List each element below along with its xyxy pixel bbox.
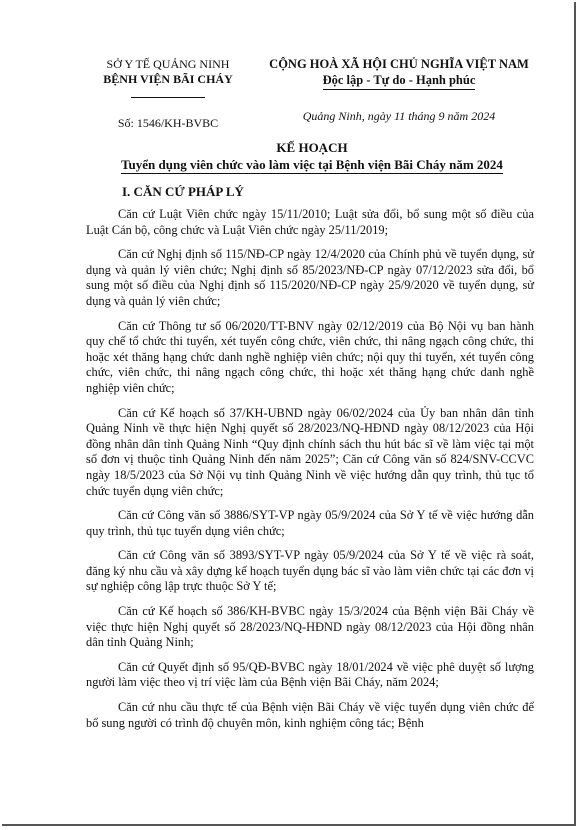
paragraph: Căn cứ Luật Viên chức ngày 15/11/2010; Luật sửa đổi, bổ sung một số điều của Luật Cán bộ, công chức và Luật Viên chức ngày 25/11/2019; [86, 207, 534, 237]
paragraph: Căn cứ nhu cầu thực tế của Bệnh viện Bãi Cháy về việc tuyển dụng viên chức để bổ sung người có trình độ chuyên môn, kinh nghiệm công tác; Bệnh [86, 700, 534, 730]
paragraph: Căn cứ Kế hoạch số 37/KH-UBND ngày 06/02/2024 của Ủy ban nhân dân tỉnh Quảng Ninh về thực hiện Nghị quyết số 28/2023/NQ-HĐND ngày 08/12/2023 của Hội đồng nhân dân tỉnh Quảng Ninh “Quy định chính sách thu hút bác sĩ về làm việc tại một số đơn vị thuộc tỉnh Quảng Ninh đến năm 2025”; Căn cứ Công văn số 824/SNV-CCVC ngày 18/5/2023 của Sở Nội vụ tỉnh Quảng Ninh về việc hướng dẫn quy trình, thủ tục tổ chức tuyển dụng viên chức; [86, 405, 534, 498]
document-type: KẾ HOẠCH [276, 140, 348, 155]
document-title [62, 139, 562, 174]
issuing-agency-block [98, 57, 238, 131]
document-number: Số: 1546/KH-BVBC [117, 116, 219, 130]
paragraph: Căn cứ Thông tư số 06/2020/TT-BNV ngày 02/12/2019 của Bộ Nội vụ ban hành quy chế tổ chức thi tuyển, xét tuyển công chức, viên chức, thi nâng ngạch công chức, thi hoặc xét thăng hạng chức danh nghề nghiệp viên chức; nội quy thi tuyển, xét tuyển công chức, viên chức, thi nâng ngạch công chức, thi hoặc xét thăng hạng chức danh nghề nghiệp viên chức; [86, 318, 534, 395]
nation-name: CỘNG HOÀ XÃ HỘI CHỦ NGHĨA VIỆT NAM [269, 57, 529, 71]
paragraph: Căn cứ Công văn số 3893/SYT-VP ngày 05/9/2024 của Sở Y tế về việc rà soát, đăng ký nhu cầu và xây dựng kế hoạch tuyển dụng bác sĩ vào làm viên chức tại các đơn vị sự nghiệp công lập trực thuộc Sở Y tế; [86, 548, 534, 594]
parent-agency: SỞ Y TẾ QUẢNG NINH [106, 57, 230, 71]
national-header-block [264, 56, 534, 124]
document-subject: Tuyển dụng viên chức vào làm việc tại Bệnh viện Bãi Cháy năm 2024 [121, 157, 503, 172]
place-and-date: Quảng Ninh, ngày 11 tháng 9 năm 2024 [302, 109, 496, 123]
document-body [86, 207, 534, 740]
national-motto: Độc lập - Tự do - Hạnh phúc [323, 72, 476, 90]
document-page [2, 2, 576, 826]
paragraph: Căn cứ Quyết định số 95/QĐ-BVBC ngày 18/01/2024 về việc phê duyệt số lượng người làm việc theo vị trí việc làm của Bệnh viện Bãi Cháy, năm 2024; [86, 659, 534, 690]
issuing-agency: BỆNH VIỆN BÃI CHÁY [103, 72, 233, 86]
section-heading: I. CĂN CỨ PHÁP LÝ [122, 184, 244, 199]
paragraph: Căn cứ Công văn số 3886/SYT-VP ngày 05/9/2024 của Sở Y tế về việc hướng dẫn quy trình, thủ tục tuyển dụng viên chức; [86, 508, 534, 538]
agency-underline [131, 97, 205, 98]
paragraph: Căn cứ Nghị định số 115/NĐ-CP ngày 12/4/2020 của Chính phủ về tuyển dụng, sử dụng và quản lý viên chức; Nghị định số 85/2023/NĐ-CP ngày 07/12/2023 sửa đổi, bổ sung một số điều của Nghị định số 115/2020/NĐ-CP ngày 25/9/2020 về tuyển dụng, sử dụng và quản lý viên chức; [86, 247, 534, 308]
paragraph: Căn cứ Kế hoạch số 386/KH-BVBC ngày 15/3/2024 của Bệnh viện Bãi Cháy về việc thực hiện Nghị quyết số 28/2023/NQ-HĐND ngày 08/12/2023 của Hội đồng nhân dân tỉnh Quảng Ninh; [86, 604, 534, 650]
